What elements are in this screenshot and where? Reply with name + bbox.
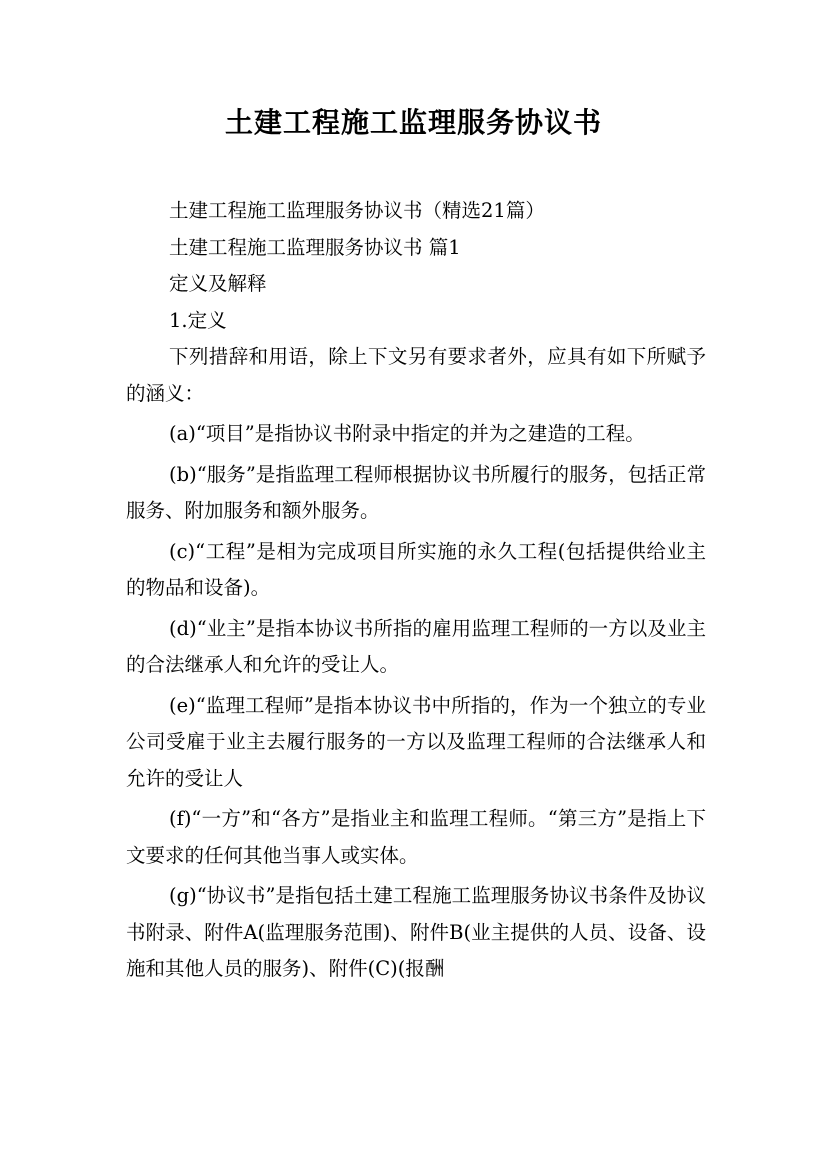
paragraph-subsection-heading: 1.定义: [169, 308, 227, 332]
paragraph-definition-b: (b)“服务”是指监理工程师根据协议书所履行的服务，包括正常服务、附加服务和额外服务。: [126, 462, 706, 522]
paragraph-section-heading: 定义及解释: [169, 272, 267, 295]
paragraph-definition-d: (d)“业主”是指本协议书所指的雇用监理工程师的一方以及业主的合法继承人和允许的受让人。: [126, 616, 706, 676]
document-title: 土建工程施工监理服务协议书: [224, 106, 602, 139]
paragraph-collection-heading: 土建工程施工监理服务协议书（精选21篇）: [169, 199, 545, 222]
paragraph-definition-f: (f)“一方”和“各方”是指业主和监理工程师。“第三方”是指上下文要求的任何其他当事人或实体。: [126, 807, 706, 867]
document-body: [126, 193, 706, 988]
paragraph-definition-e: (e)“监理工程师”是指本协议书中所指的，作为一个独立的专业公司受雇于业主去履行服务的一方以及监理工程师的合法继承人和允许的受让人: [126, 693, 706, 790]
paragraph-definition-a: (a)“项目”是指协议书附录中指定的并为之建造的工程。: [169, 422, 645, 445]
paragraph-article-heading: 土建工程施工监理服务协议书 篇1: [169, 235, 461, 259]
paragraph-definition-g: (g)“协议书”是指包括土建工程施工监理服务协议书条件及协议书附录、附件A(监理服务范围)、附件B(业主提供的人员、设备、设施和其他人员的服务)、附件(C)(报酬: [126, 884, 706, 980]
paragraph-definitions-intro: 下列措辞和用语，除上下文另有要求者外，应具有如下所赋予的涵义：: [126, 345, 706, 405]
paragraph-definition-c: (c)“工程”是相为完成项目所实施的永久工程(包括提供给业主的物品和设备)。: [126, 539, 706, 599]
